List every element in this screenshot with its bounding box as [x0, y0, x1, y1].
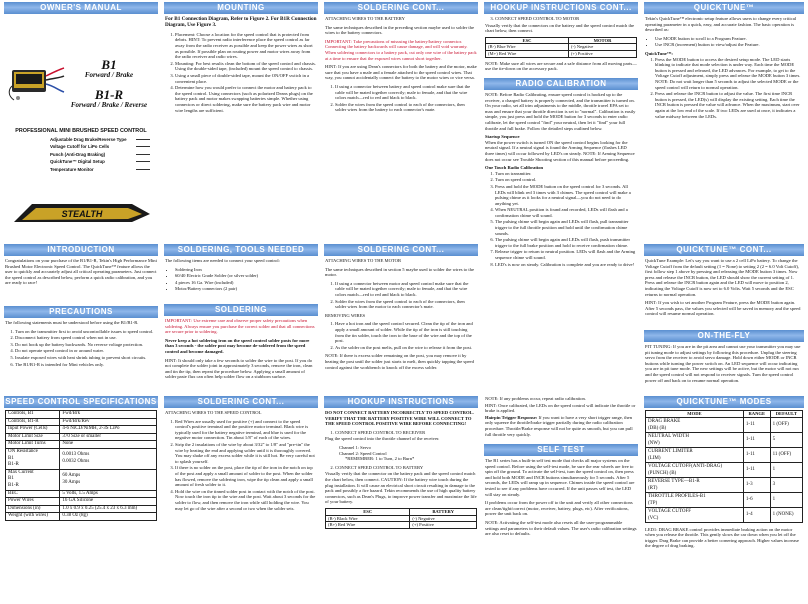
header-speed-control-specs: SPEED CONTROL SPECIFICATIONS — [5, 397, 157, 406]
mounting-step: 3. Using a small piece of double-sided tape, mount the ON/OFF switch in a convenient place. — [175, 73, 317, 84]
table-header: ESC — [326, 508, 410, 515]
mode-name: CURRENT LIMITER (LIM) — [646, 447, 744, 462]
soldering-step: 1. Red Wires are usually used for positive (+) and connect to the speed control's positive terminal and the positive motor terminal. Black wire is typically used for the battery negative terminal, and blue is used for the negative motor connection. Tin about 1/8" of each of the wires. — [175, 419, 317, 441]
feature-item: Temperature Monitor — [50, 166, 150, 173]
feature-item: Voltage Cutoff for LiPo Cells — [50, 143, 150, 150]
specs-section — [5, 410, 157, 600]
quicktune-step: 2. Press and release the INCR button to adjust the value. The first time INCR button is pressed, the LED(s) will display the existing setting. Each time the INCR button is pressed the value will advance. When the maximum, start over again at the low end of the scale. If two LEDs are used at once, it indicates a value midway between the LEDs. — [655, 91, 803, 119]
mode-name: NEUTRAL WIDTH (NW) — [646, 432, 744, 447]
feature-item: Adjustable Drag Brake/Reverse Type — [50, 136, 150, 143]
spec-label: Weight (with wires) — [6, 513, 60, 521]
mounting-lead: For B1 Connection Diagram, Refer to Figure 2. For B1R Connection Diagram, Use Figure 3. — [165, 16, 317, 29]
precaution-item: 2. Disconnect battery from speed control when not in use. — [15, 335, 157, 341]
spec-label: BEC — [6, 490, 60, 498]
radio-calibration-section — [485, 92, 637, 394]
table-header: RANGE — [743, 411, 770, 418]
hookup-remember: *REMEMBER: 1 to Turn, 2 to Burn* — [345, 456, 415, 462]
header-self-test: SELF TEST — [484, 444, 638, 456]
spec-label: Motor Limit Size — [6, 433, 60, 441]
mode-name: VOLTAGE CUTOFF (VC) — [646, 507, 744, 522]
header-quicktune-modes: QUICKTUNE™ MODES — [644, 396, 804, 408]
table-cell: (-) Negative — [569, 44, 637, 51]
spec-value: Fwd/Brk/Rev — [60, 418, 157, 426]
mode-range: 1-4 — [743, 507, 770, 522]
spec-label: Controls, B1-R — [6, 418, 60, 426]
feature-item: Punch (Anti-Drag Braking) — [50, 151, 150, 158]
product-title-block — [70, 58, 148, 110]
soldering-hint: HINT: It should only take a few seconds to solder the wire to the post. If you do not complete the solder joint in approximately 3 seconds, remove the iron, clean and tin the tip, then repeat the procedure below. Applying a small amount of solder paste flux can often help solder flow on a stubborn surface. — [165, 357, 313, 380]
header-mounting: MOUNTING — [164, 2, 318, 14]
hairpin-text: If you want to have a very short trigger range, then only squeeze the throttle/brake trigger partially during the radio calibration procedure. Throttle/Brake response will not be quite as smooth, but you can pull full throttle very quickly. — [485, 414, 633, 437]
precautions-lead: The following statements must be understood before using the B1/B1-R. — [5, 320, 139, 325]
hookup-note: NOTE: Make sure all wires are secure and a safe distance from all moving parts—use the tie-down on the accessory pack. — [485, 60, 637, 72]
table-cell: (-) Negative — [410, 515, 477, 522]
hookup-step-battery: 2. CONNECT SPEED CONTROL TO BATTERY — [335, 465, 477, 471]
one-touch-step: 5. The pulsing chime will begin again and LEDs will flash, pull transmitter trigger to the full throttle position and hold until the confirmation chime sounds. — [495, 219, 637, 236]
motor-wires-text: The same techniques described in section 5 maybe used to solder the wires to the motor. — [325, 266, 474, 278]
mounting-step: 4. Determine how you would prefer to connect the motor and battery pack to the speed control. Using connectors (such as polarized Deans plugs) on the battery pack and motor makes swapping batteries simple. Whether using connectors or direct soldering, make sure the battery pack wire and motor wire lengths are sufficient. — [175, 85, 317, 113]
header-quicktune: QUICKTUNE™ — [644, 2, 804, 14]
header-soldering-cont-bottom: SOLDERING CONT... — [164, 396, 318, 408]
table-cell: (+) Positive — [569, 50, 637, 57]
spec-label: Controls, B1 — [6, 411, 60, 419]
calibration-notes-section — [485, 396, 637, 440]
one-touch-title: One Touch Radio Calibration — [485, 165, 544, 171]
spec-value: Fwd/Brk — [60, 411, 157, 419]
mode-range: 1-11 — [743, 447, 770, 462]
mode-range: 1-11 — [743, 417, 770, 432]
quicktune-subtitle: QuickTune™: — [645, 50, 673, 56]
header-soldering: SOLDERING — [164, 304, 318, 316]
esc-battery-table — [325, 508, 477, 529]
on-the-fly-text: PIT TUNING: If you are in the pit area and cannot use your transmitter you may use pit tuning mode to adjust settings by following this procedure. Unplug the steering servo from the receiver to avoid servo damage. Hold down either MODE or INCR buttons while turning the power switch on. An LED sequence will occur indicating you are in pit tune mode. The new settings will be active, but the motor will not run and the speed control will not respond to receiver signals. Turn the speed control power off and back on to resume normal operation. — [645, 344, 801, 383]
spec-value: 16 GA Silicone — [60, 498, 157, 506]
table-header: MODE — [646, 411, 744, 418]
mounting-step: 2. Mounting: For best results clean the bottom of the speed control and chassis. Using the double-sided tape, (included) mount the speed control to chassis. — [175, 61, 317, 72]
quicktune-bullet: • Use MODE button to scroll to a Program Feature. — [655, 36, 803, 42]
mode-default: 11 (OFF) — [770, 447, 802, 462]
quicktune-example: QuickTune Example: Let's say you want to use a 2 cell LiPo battery. To change the Voltage Cutoff from the default setting (1 = None) to setting 2 (2 = 6.0 Volt Cutoff), first follow step 1 above by pressing and releasing the MODE button 3 times. Now press and release the INCR button, the LED should show the current setting of 1. Press and release the INCR button again and the LED will move to position 2, indicating the Voltage Cutoff is now set to 6.0 Volts. Wait 5 seconds and the ESC returns to normal operation. — [645, 258, 800, 297]
spec-label: Input Power (Cells) — [6, 426, 60, 434]
soldering-section — [165, 318, 317, 394]
mode-default: 1 — [770, 492, 802, 507]
header-owners-manual: OWNER'S MANUAL — [4, 2, 158, 14]
hookup-motor-text: Visually verify that the connectors on the battery and the speed control match the chart below, then connect. — [485, 22, 635, 34]
startup-title: Startup Sequence — [485, 134, 520, 140]
feature-item: QuickTune™ Digital Setup — [50, 158, 150, 165]
spec-value: 0.38 Oz (8g) — [60, 513, 157, 521]
hookup-step-motor: 3. CONNECT SPEED CONTROL TO MOTOR — [495, 16, 637, 22]
header-introduction: INTRODUCTION — [4, 244, 158, 256]
spec-label: Max Current B1 B1-R — [6, 469, 60, 490]
b1r-subtitle: Forward / Brake / Reverse — [70, 101, 148, 109]
soldering-step: 4. Hold the wire on the tinned solder post in contact with the notch of the post. Now touch the iron tip to the wire and the post. Wait about 3 seconds for the solder to flow, and then remove the iron while still holding the wire. You may let go of the wire after a second or two when the solder sets. — [175, 489, 317, 511]
header-soldering-cont-top: SOLDERING CONT... — [324, 2, 478, 14]
mode-name: DRAG BRAKE (DB) (B) — [646, 417, 744, 432]
hookup-warning: DO NOT CONNECT BATTERY INCORRECTLY TO SPEED CONTROL. VERIFY THAT THE BATTERY POSITIVE WIRE WILL CONNECT TO THE SPEED CONTROL POSITIVE WIRE BEFORE CONNECTING! — [325, 410, 474, 427]
precaution-item: 3. Do not hook up the battery backwards. No reverse voltage protection. — [15, 342, 157, 348]
specs-table — [5, 410, 157, 521]
intro-text: Congratulations on your purchase of the B1/B1-R, Tekin's High Performance Mini Brushed Motor Electronic Speed Control. The QuickTune™ feature allows the user to quickly and accurately adjust all critical operating parameters. Just connect the speed control as described below, perform a quick radio calibration, and you are ready to race! — [5, 258, 157, 286]
tool-item: • Motor/Battery connectors (2 pair) — [175, 286, 317, 292]
mode-range: 1-11 — [743, 432, 770, 447]
table-header: DEFAULT — [770, 411, 802, 418]
self-test-note: NOTE: Activating the self-test mode also resets all the user-programmable settings and parameters to their default values. The user's radio calibration settings are also reset to defaults. — [485, 519, 637, 537]
mode-default: 3 — [770, 477, 802, 492]
hookup-battery-text: Visually verify that the connector on the battery pack and the speed control match the chart below, then connect. CAUTION: If the battery wire touch during the plug installation. It will cause an electrical short circuit resulting in damage to the pack and possibly a fire hazard. Tekin recommends the use of high quality battery connectors, such as Dean's Plugs, to improve power transfer and maximize the life of your battery. — [325, 471, 477, 505]
header-precautions: PRECAUTIONS — [4, 306, 158, 318]
spec-label: ON Resistance B1 B1-R — [6, 448, 60, 469]
one-touch-step: 3. Press and hold the MODE button on the speed control for 3 seconds. All LEDs will blink red 3 times with 3 chimes. The speed control will make a pulsing chime as it looks for a neutral signal—you do not need to do anything yet. — [495, 184, 637, 206]
spec-value: None — [60, 441, 157, 449]
table-cell: (B+) Red Wire — [326, 522, 410, 529]
precaution-item: 1. Turn on the transmitter first to avoid uncontrollable issues to speed control. — [15, 329, 157, 335]
removing-note: NOTE: If there is excess solder remaining on the post, you may remove it by heating the post until the solder just starts to melt, then quickly tapping the speed control against the workbench to knock off the excess solder. — [325, 353, 474, 370]
header-soldering-cont-mid: SOLDERING CONT... — [324, 244, 478, 256]
hookup-cont-section — [485, 16, 637, 76]
one-touch-step: 6. The pulsing chime will begin again and LEDs will flash, push transmitter trigger to the full brake position and hold to receive confirmation chime. — [495, 237, 637, 248]
hookup-channel-2: Channel 2: Speed Control — [339, 450, 387, 456]
battery-step: 1. If using a connector between battery and speed control make sure that the cable will be mated together correctly; male to female, and that the wire colors match—red to red and black to black. — [335, 84, 477, 101]
quicktune-intro: Tekin's QuickTune™ electronic setup feature allows users to change every critical operating parameter in a quick, easy, and accurate fashion. The basic operation is described as: — [645, 16, 797, 33]
precautions-section — [5, 320, 157, 392]
feature-list — [50, 136, 150, 173]
mode-name: REVERSE TYPE—B1-R (RT) — [646, 477, 744, 492]
precaution-item: 6. The B1/B1-R is intended for Mini vehicles only. — [15, 362, 157, 368]
header-soldering-tools: SOLDERING, TOOLS NEEDED — [164, 244, 318, 256]
hookup-section — [325, 410, 477, 600]
intro-section — [5, 258, 157, 312]
hookup-receiver-text: Plug the speed control into the throttle channel of the receiver. — [325, 436, 440, 442]
speed-control-image — [6, 62, 66, 102]
on-the-fly-section — [645, 344, 803, 394]
mode-name: THROTTLE PROFILES-B1 (TP) — [646, 492, 744, 507]
radio-cal-note: NOTE: Before Radio Calibrating, ensure speed control is hooked up to the receiver, a charged battery is properly connected, and the transmitter is turned on. On your radio, set all trim adjustments to the middle, throttle travel EPA set to max and ensure that your throttle direction is set to "normal". Calibration is easily simple, you just press and hold the MODE button for 3 seconds to enter radio calibrate, let the speed control "find" your neutral, then let it "find" your full throttle and full brake. Follow the detailed steps outlined below. — [485, 92, 636, 131]
logo-text: STEALTH — [61, 209, 103, 219]
battery-important: IMPORTANT: Take precautions of misusing the battery/battery connector. Connecting the battery backwards will cause damage, and will void warranty. When soldering connectors to a battery pack, cut only one wire of the battery pack at a time to ensure that the exposed wires cannot short together. — [325, 38, 477, 61]
table-cell: (+) Positive — [410, 522, 477, 529]
mode-range: 1-6 — [743, 492, 770, 507]
tool-item: • 4 pieces 16 Ga. Wire (included) — [175, 280, 317, 286]
quicktune-section — [645, 16, 803, 242]
b1-subtitle: Forward / Brake — [84, 71, 134, 79]
cal-note: NOTE: If any problems occur, repeat radio calibration. — [485, 396, 586, 401]
quicktune-modes-section — [645, 410, 803, 600]
battery-step: 2. Solder the wires from the speed control to each of the connectors, then solder wires from the battery to each connector's mate. — [335, 102, 477, 113]
quicktune-step: 1. Press the MODE button to access the desired setup mode. The LED starts blinking to indicate that mode selection is under way. Each time the MODE button is pressed and released, the LED advances. For example, to get to the Voltage Cutoff adjustment, simply press and release the MODE button 3 times. NOTE: Do not wait longer than 5 seconds to adjust the selected MODE or the speed control will return to normal operation. — [655, 57, 803, 91]
self-test-problems: If problems occur from the power off to the unit and verify all other connections are clean/tight/correct (motor, receiver, battery, plugs, etc). After verifications, power the unit back on. — [485, 500, 633, 517]
one-touch-step: 8. LED's is now on steady. Calibration is complete and you are ready to drive! — [495, 262, 637, 268]
quicktune-cont-section — [645, 258, 803, 328]
spec-value: 1.0 x 0.9 x 0.25 (25.4 x 23 x 6.3 mm) — [60, 505, 157, 513]
quicktune-hint: HINT: If you wish to set another Program Feature, press the MODE button again. After 5 seconds pass, the values you selected will be saved in memory and the speed control will resume normal operation. — [645, 300, 801, 317]
mode-default: 1 (OFF) — [770, 417, 802, 432]
table-cell: (M+) Red Wire — [486, 50, 569, 57]
modes-table — [645, 410, 803, 523]
hairpin-title: Hairpin Trigger Response: — [485, 414, 538, 420]
product-tagline: PROFESSIONAL MINI BRUSHED SPEED CONTROL — [15, 128, 147, 134]
table-cell: (B-) Blue Wire — [486, 44, 569, 51]
soldering-cont-bottom-section — [165, 410, 317, 600]
table-header: BATTERY — [410, 508, 477, 515]
table-header: ESC — [486, 37, 569, 44]
soldering-step: 3. If there is no solder on the post, place the tip of the iron in the notch on top of the post and apply a small amount of solder to the post. When the solder has flowed, remove the soldering iron, wipe the tip clean and apply a small amount of fresh solder to it. — [175, 465, 317, 487]
spec-value: 4-6 NiCD/NiMH, 2-3S LiPo — [60, 426, 157, 434]
spec-value: 0.0013 Ohms 0.0032 Ohms — [60, 448, 157, 469]
cal-hint: HINT: Once calibrated, the LEDs on the speed control will indicate the throttle or brake is applied. — [485, 402, 636, 414]
motor-step: 2. Solder the wires from the speed control to each of the connectors, then solder wires from the motor to each connector's mate. — [335, 299, 477, 310]
battery-wires-text: The same techniques described in the preceding section maybe used to solder the wires to the battery connectors. — [325, 24, 474, 36]
one-touch-step: 2. Turn on speed control. — [495, 177, 637, 183]
battery-wires-title: ATTACHING WIRES TO THE BATTERY — [325, 16, 405, 21]
mode-name: VOLTAGE CUTOFF(ANTI-DRAG) (PUNCH) (B) — [646, 462, 744, 477]
tool-item: • 60/40 Electric Grade Solder (or silver solder) — [175, 273, 317, 279]
table-cell: (B-) Black Wire — [326, 515, 410, 522]
stealth-logo — [12, 200, 152, 226]
removing-wires-title: REMOVING WIRES — [325, 312, 366, 318]
mode-default: 5 — [770, 432, 802, 447]
spec-label: Dimensions (in) — [6, 505, 60, 513]
header-on-the-fly: ON-THE-FLY — [644, 330, 804, 342]
motor-wires-title: ATTACHING WIRES TO THE MOTOR — [325, 258, 402, 263]
tools-lead: The following items are needed to connect your speed control: — [165, 258, 280, 263]
table-header: MOTOR — [569, 37, 637, 44]
precaution-item: 5. Insulate exposed wires with heat shrink tubing to prevent short circuits. — [15, 355, 157, 361]
mode-default: 1 (NONE) — [770, 507, 802, 522]
mode-range: 1-11 — [743, 462, 770, 477]
soldering-step: 2. Strip the 2 insulations of the wire by about 3/32" to 1/8" and "pre-tin" the wire by heating the end and applying solder until it is thoroughly covered. You may shake off any excess solder while it is still hot. Be very careful not to splash yourself. — [175, 442, 317, 464]
mounting-section — [165, 16, 317, 242]
soldering-cont-mid-section — [325, 258, 477, 394]
battery-hint: HINT: If you are using Dean's connectors for both the battery and the motor, make sure that you have a male and a female attached to the speed control wires. That way, you cannot accidentally connect the battery to the motor wires or vice versa. — [325, 64, 477, 81]
self-test-text: The B1 series has a built-in self test mode that checks all major systems on the speed control. Before using the self-test mode, be sure the rear wheels are free to spin off the ground. To activate the self-test, turn the speed control on, then press and hold both MODE and INCR buttons simultaneously for 5 seconds. After 5 seconds, the LEDs will ramp up in sequence. Chimes inside the speed control are tested to see if any problems have occurred. If the unit passes self test, the LED will stay on steady. — [485, 458, 635, 497]
mode-range: 1-3 — [743, 477, 770, 492]
header-quicktune-cont: QUICKTUNE™ CONT... — [644, 244, 804, 256]
quicktune-bullet: • Use INCR (increment) button to view/adjust the Feature. — [655, 42, 803, 48]
one-touch-step: 1. Turn on transmitter. — [495, 171, 637, 177]
hookup-step-receiver: 1. CONNECT SPEED CONTROL TO RECEIVER — [335, 430, 477, 436]
tool-item: • Soldering Iron — [175, 267, 317, 273]
spec-label: Motor Limit Turns — [6, 441, 60, 449]
header-hookup: HOOKUP INSTRUCTIONS — [324, 396, 478, 408]
led1-description: LED1: DRAG BRAKE control provides immediate braking action on the motor when you release the throttle. This gently slows the car down when you let off the trigger. Drag Brake can provide a better cornering approach. Higher values increase the degree of drag braking. — [645, 526, 799, 549]
mounting-step: 1. Placement: Choose a location for the speed control that is protected from debris. HINT: To prevent radio interference place the speed control as far away from the radio receiver as possible and keep the power wires as short as possible. If possible plan on routing power and motor wires away from the radio receiver and radio wires. — [175, 32, 317, 60]
header-radio-calibration: RADIO CALIBRATION — [484, 78, 638, 90]
soldering-cont-top-section — [325, 16, 477, 242]
spec-label: Power Wires — [6, 498, 60, 506]
soldering-speed-control-title: ATTACHING WIRES TO THE SPEED CONTROL — [165, 410, 262, 415]
b1-title: B1 — [101, 57, 117, 72]
esc-motor-table — [485, 37, 637, 58]
self-test-section — [485, 458, 637, 600]
removing-step: 2. As the solder on the post melts, pull on the wire to release it from the post. — [335, 345, 477, 351]
precaution-item: 4. Do not operate speed control in or around water. — [15, 348, 157, 354]
one-touch-step: 7. Release trigger to return to neutral position. LEDs will flash and the Arming sequence chime will sound. — [495, 249, 637, 260]
tools-section — [165, 258, 317, 302]
soldering-important: IMPORTANT: Use extreme care and observe proper safety precautions when soldering. Always ensure you purchase the correct solder and that all connections are secure prior to soldering. — [165, 318, 315, 335]
soldering-warning: Never keep a hot soldering iron on the speed control solder posts for more than 3 seconds - the solder post may become de-soldered from the speed control and become damaged. — [165, 337, 310, 354]
header-hookup-cont: HOOKUP INSTRUCTIONS CONT... — [484, 2, 638, 14]
one-touch-step: 4. When NEUTRAL position is found and recorded, LEDs will flash and a confirmation chime will sound. — [495, 207, 637, 218]
removing-step: 1. Have a hot iron and the speed control secured. Clean the tip of the iron and apply a small amount of solder. While the tip of the iron is still touching from the tin solder, touch the iron to the base of the wire and the top of the post. — [335, 321, 477, 343]
b1r-title: B1-R — [94, 87, 124, 102]
spec-value: 60 Amps 30 Amps — [60, 469, 157, 490]
hookup-channel-1: Channel 1: Servo — [339, 444, 371, 450]
spec-value: 370 Size or smaller — [60, 433, 157, 441]
spec-value: 5 Volts, 1.5 Amps — [60, 490, 157, 498]
motor-step: 1. If using a connector between motor and speed control make sure that the cable will be mated together correctly; male to female, and that the wire colors match—red to red and black to black. — [335, 281, 477, 298]
mode-default: 1 — [770, 462, 802, 477]
startup-text: When the power switch is turned ON the speed control begins looking for the neutral signal. If a neutral signal is found the Arming Sequence (flashes LED three times) will occur followed by LED's on steady. NOTE: If Arming Sequence does not occur see Trouble Shooting section of this manual before proceeding. — [485, 139, 635, 162]
